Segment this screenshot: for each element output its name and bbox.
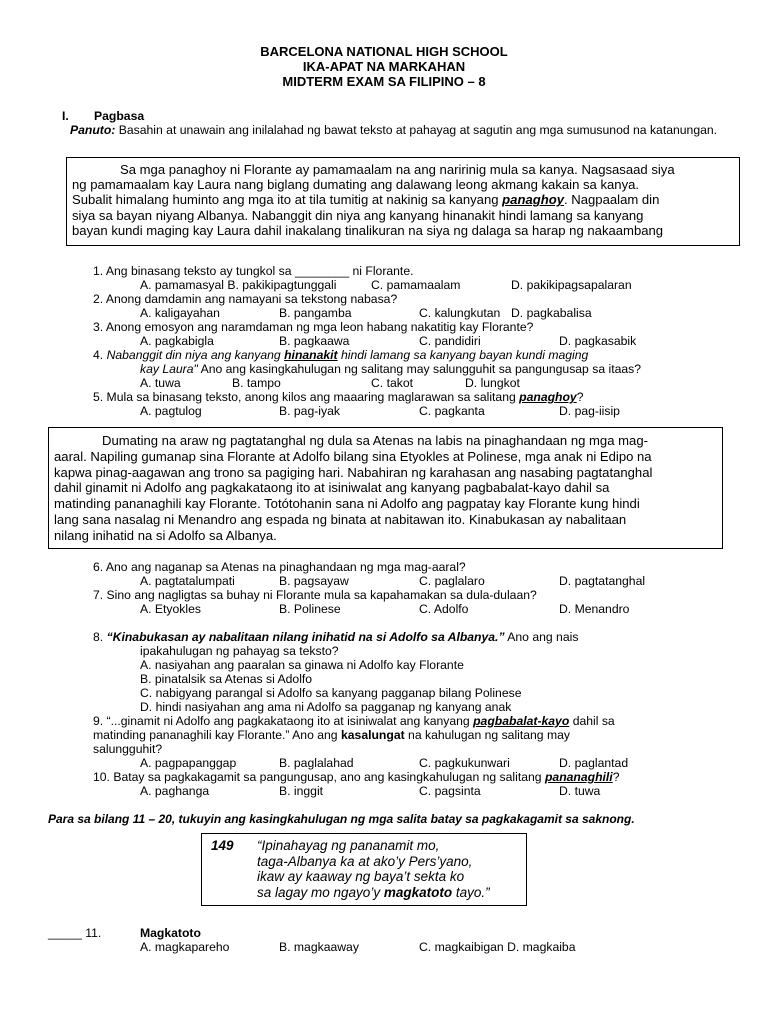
question-3: 3. Anong emosyon ang naramdaman ng mga leon habang nakatitig kay Florante? [93,320,534,334]
answer-blank-11[interactable]: _____ 11. [48,926,102,940]
directions [70,123,722,137]
panaghoy-word: panaghoy [502,192,565,208]
passage-2-line: lang sana nasalag ni Menandro ang espada ng binata at nabitawan ito. Kinabukasan ay nabalitaan [54,511,627,527]
passage-2-line: aaral. Napiling gumanap sina Florante at Adolfo bilang sina Etyokles at Polinese, mga anak ni Edipo na [54,448,652,464]
question-9-line-2: matinding pananaghili kay Florante.” Ano ang kasalungat na kahulugan ng salitang may [93,728,570,742]
question-9-line-3: salungguhit? [93,742,163,756]
passage-1-line: Subalit himalang huminto ang mga ito at tila tumitig at nakinig sa kanyang panaghoy. Nagpaalam din [72,192,660,208]
exam-title: MIDTERM EXAM SA FILIPINO – 8 [282,74,486,89]
passage-2-box [48,427,723,549]
q4-option-c: C. takot [371,376,413,390]
passage-1-line: ng pamamaalam kay Laura nang biglang dumating ang dalawang leong akmang kakain sa kanya. [72,177,640,193]
q9-option-b: B. paglalahad [279,756,354,770]
q5-option-c: C. pagkanta [419,404,485,418]
stanza-lines: “Ipinahayag ng pananamit mo, taga-Albanya ka at ako’y Pers’yano, ikaw ay kaaway ng baya’t sekta ko sa lagay mo ngayo’y magkatoto tayo.” [257,838,490,900]
magkatoto-word: magkatoto [383,884,453,900]
q9-option-d: D. paglantad [559,756,629,770]
q10-option-b: B. inggit [279,784,324,798]
q6-option-b: B. pagsayaw [279,574,349,588]
q7-option-b: B. Polinese [279,602,341,616]
question-10: 10. Batay sa pagkakagamit sa pangungusap, ano ang kasingkahulugan ng salitang pananaghili? [93,770,620,784]
passage-1-line: siya sa bayan niyang Albanya. Nabanggit din niya ang kanyang hinanakit hindi lamang sa kanyang [72,207,644,223]
q8-quote: “Kinabukasan ay nabalitaan nilang inihatid na si Adolfo sa Albanya.” [106,630,505,644]
q6-option-d: D. pagtatanghal [559,574,646,588]
q5-option-d: D. pag-iisip [559,404,620,418]
q2-option-b: B. pangamba [279,306,352,320]
pananaghili-word: pananaghili [544,770,613,784]
school-name: BARCELONA NATIONAL HIGH SCHOOL [260,44,508,59]
q8-option-a: A. nasiyahan ang paaralan sa ginawa ni Adolfo kay Florante [140,658,464,672]
q4-option-b: B. tampo [232,376,281,390]
question-8-line-2: ipakahulugan ng pahayag sa teksto? [140,644,339,658]
q3-option-b: B. pagkaawa [279,334,350,348]
quarter-title: IKA-APAT NA MARKAHAN [302,59,466,74]
question-7: 7. Sino ang nagligtas sa buhay ni Florante mula sa kapahamakan sa dula-dulaan? [93,588,537,602]
question-9: 9. “...ginamit ni Adolfo ang pagkakataong ito at isiniwalat ang kanyang pagbabalat-kayo dahil sa [93,714,615,728]
q6-option-c: C. paglalaro [419,574,485,588]
question-4-line-2: kay Laura" Ano ang kasingkahulugan ng salitang may salungguhit sa pangungusap sa itaas? [140,362,642,376]
q9-option-c: C. pagkukunwari [419,756,510,770]
q11-option-c: C. magkaibigan D. magkaiba [419,940,576,954]
passage-2-line: kapwa pinag-aagawan ang trono sa pagiging hari. Nabahiran ng karahasan ang nasabing pagtatanghal [54,464,653,480]
directions-label: Panuto: [70,123,116,137]
q2-option-d: D. pagkabalisa [511,306,592,320]
q10-option-a: A. paghanga [140,784,210,798]
q7-option-a: A. Etyokles [140,602,201,616]
q1-option-c: C. pamamaalam [371,278,461,292]
q2-option-c: C. kalungkutan [419,306,501,320]
q4-option-a: A. tuwa [140,376,181,390]
question-8: 8. “Kinabukasan ay nabalitaan nilang inihatid na si Adolfo sa Albanya.” Ano ang nais [93,630,579,644]
q1-option-d: D. pakikipagsapalaran [511,278,632,292]
hinanakit-word: hinanakit [284,348,338,362]
q11-option-a: A. magkapareho [140,940,230,954]
q3-option-a: A. pagkabigla [140,334,214,348]
passage-1-line: bayan kundi maging kay Laura dahil inakalang tinalikuran na siya ng dalaga sa harap ng nakaambang [72,222,664,238]
q9-option-a: A. pagpapanggap [140,756,237,770]
q10-option-c: C. pagsinta [419,784,481,798]
q8-option-c: C. nabigyang parangal si Adolfo sa kanyang pagganap bilang Polinese [140,686,522,700]
stanza-number: 149 [211,838,234,853]
q7-option-d: D. Menandro [559,602,630,616]
stanza-box [201,833,527,906]
q11-word: Magkatoto [140,926,201,940]
q3-option-d: D. pagkasabik [559,334,637,348]
q7-option-c: C. Adolfo [419,602,469,616]
passage-2-line: Dumating na araw ng pagtatanghal ng dula sa Atenas na labis na pinaghandaan ng mga mag- [102,433,648,448]
question-2: 2. Anong damdamin ang namayani sa tekstong nabasa? [93,292,398,306]
section-number: I. [62,109,69,123]
question-6: 6. Ano ang naganap sa Atenas na pinaghandaan ng mga mag-aaral? [93,560,466,574]
pagbabalat-kayo-word: pagbabalat-kayo [473,714,570,728]
q8-option-d: D. hindi nasiyahan ang ama ni Adolfo sa pagganap ng kanyang anak [140,700,512,714]
passage-2-line: matinding pananaghili kay Florante. Totótohanin sana ni Adolfo ang pagpatay kay Florante kung hindi [54,496,640,512]
passage-2-line: dahil ginamit ni Adolfo ang pagkakataong ito at isiniwalat ang kanyang pagbabalat-kayo dahil sa [54,480,610,496]
q8-option-b: B. pinatalsik sa Atenas si Adolfo [140,672,313,686]
passage-1-box [66,157,740,246]
question-4: 4. Nabanggit din niya ang kanyang hinanakit hindi lamang sa kanyang bayan kundi maging [93,348,589,362]
section-title: Pagbasa [94,109,145,123]
q6-option-a: A. pagtatalumpati [140,574,235,588]
directions-text: Basahin at unawain ang inilalahad ng bawat teksto at pahayag at sagutin ang mga sumusunod na katanungan. [118,123,718,137]
q11-option-b: B. magkaaway [279,940,359,954]
passage-2-line: nilang inihatid na si Adolfo sa Albanya. [54,527,277,543]
q2-option-a: A. kaligayahan [140,306,220,320]
passage-1-line: Sa mga panaghoy ni Florante ay pamamaalam na ang naririnig mula sa kanya. Nagsasaad siya [120,162,675,177]
panaghoy-word-q5: panaghoy [519,390,577,404]
q5-option-b: B. pag-iyak [279,404,340,418]
q3-option-c: C. pandidiri [419,334,481,348]
question-5: 5. Mula sa binasang teksto, anong kilos ang maaaring maglarawan sa salitang panaghoy? [93,390,584,404]
q4-option-d: D. lungkot [465,376,520,390]
instruction-11-20: Para sa bilang 11 – 20, tukuyin ang kasingkahulugan ng mga salita batay sa pagkakagamit sa saknong. [48,812,635,826]
q1-option-a: A. pamamasyal B. pakikipagtunggali [140,278,337,292]
q10-option-d: D. tuwa [559,784,601,798]
question-1: 1. Ang binasang teksto ay tungkol sa ________ ni Florante. [93,264,414,278]
q5-option-a: A. pagtulog [140,404,202,418]
